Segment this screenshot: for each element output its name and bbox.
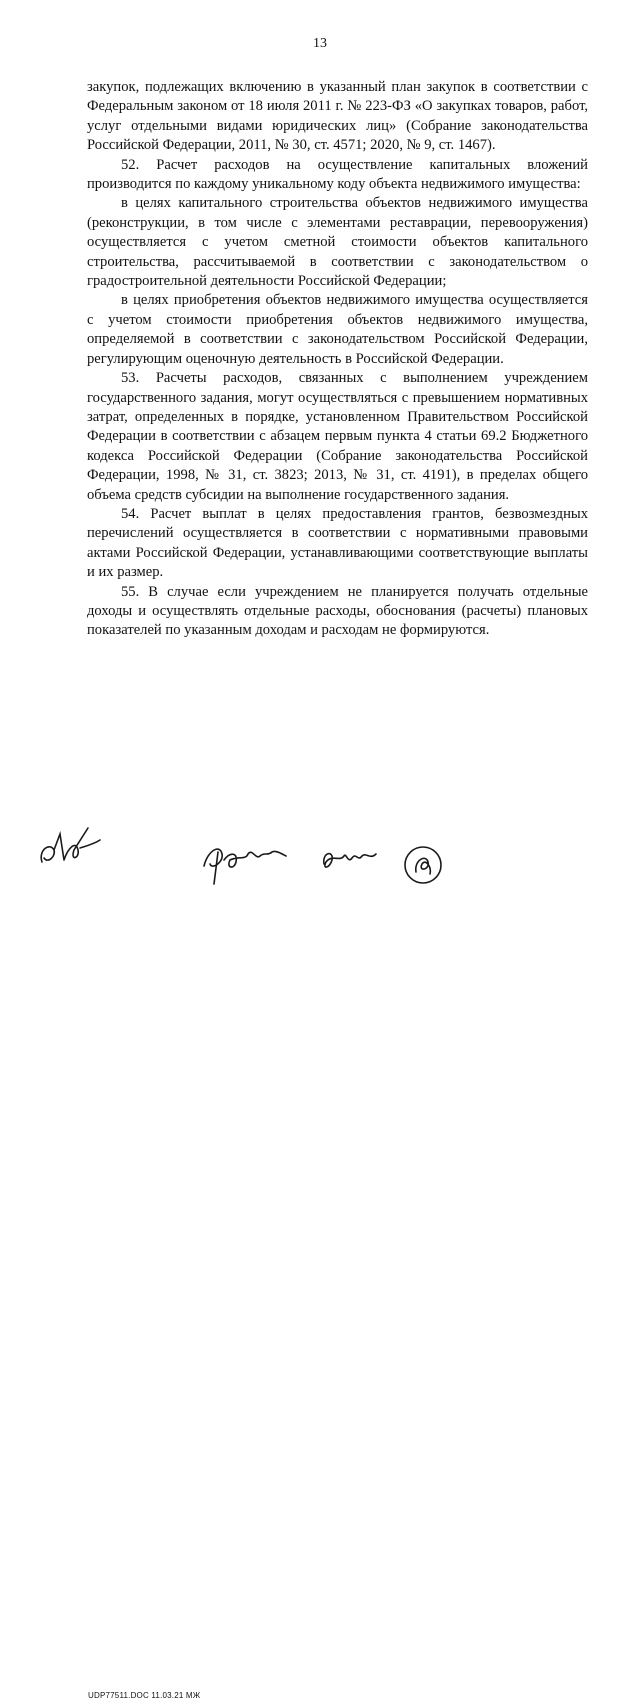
initials-signature-1 <box>30 820 110 875</box>
initials-signature-2 <box>198 830 293 890</box>
paragraph-continuation: закупок, подлежащих включению в указанный план закупок в соответствии с Федеральным законом от 18 июля 2011 г. № 223-ФЗ «О закупках товаров, работ, услуг отдельными видами юридических лиц» (Собрание законодательства Российской Федерации, 2011, № 30, ст. 4571; 2020, № 9, ст. 1467). <box>87 79 588 154</box>
circled-initial-mark <box>398 840 448 890</box>
paragraph-55: 55. В случае если учреждением не планируется получать отдельные доходы и осуществлять отдельные расходы, обоснования (расчеты) плановых показателей по указанным доходам и расходам не формируются. <box>87 583 588 639</box>
approval-footer <box>0 820 640 1700</box>
initials-signature-3 <box>318 838 388 878</box>
page-number: 13 <box>313 36 327 51</box>
paragraph-52: 52. Расчет расходов на осуществление капитальных вложений производится по каждому уникальному коду объекта недвижимого имущества: <box>87 156 588 193</box>
document-body <box>87 78 588 641</box>
paragraph-53: 53. Расчеты расходов, связанных с выполнением учреждением государственного задания, могут осуществляться с превышением нормативных затрат, определенных в порядке, установленном Правительством Российской Федерации в соответствии с абзацем первым пункта 4 статьи 69.2 Бюджетного кодекса Российской Федерации (Собрание законодательства Российской Федерации, 1998, № 31, ст. 3823; 2013, № 31, ст. 4191), в пределах общего объема средств субсидии на выполнение государственного задания. <box>87 370 588 503</box>
file-stamp: UDP77511.DOC 11.03.21 МЖ <box>88 1691 201 1700</box>
paragraph-52-acquisition: в целях приобретения объектов недвижимого имущества осуществляется с учетом стоимости приобретения объектов недвижимого имущества, определяемой в соответствии с законодательством Российской Федерации, регулирующим оценочную деятельность в Российской Федерации. <box>87 292 588 367</box>
paragraph-54: 54. Расчет выплат в целях предоставления грантов, безвозмездных перечислений осуществляется в соответствии с нормативными правовыми актами Российской Федерации, устанавливающими соответствующие выплаты и их размер. <box>87 505 588 581</box>
paragraph-52-construction: в целях капитального строительства объектов недвижимого имущества (реконструкции, в том числе с элементами реставрации, перевооружения) осуществляется с учетом сметной стоимости объектов капитального строительства, рассчитываемой в соответствии с законодательством о градостроительной деятельности Российской Федерации; <box>87 195 588 290</box>
